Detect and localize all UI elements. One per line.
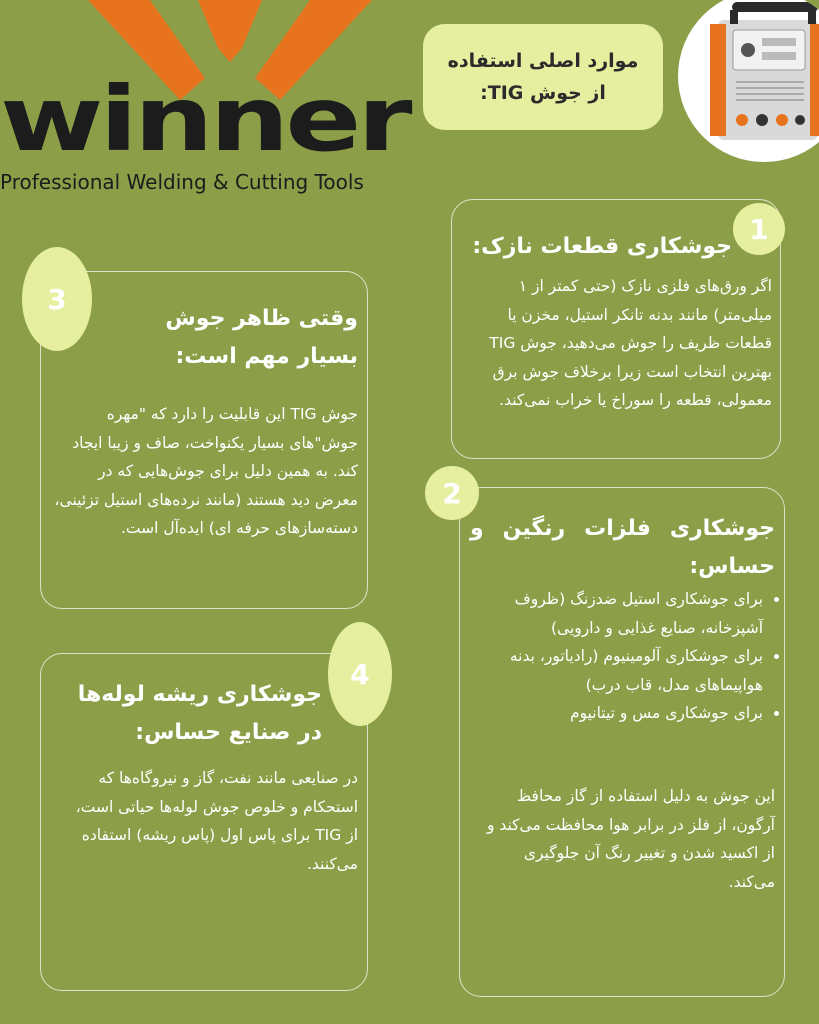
card-number-badge: 3	[22, 247, 92, 351]
card-number-badge: 2	[425, 466, 479, 520]
logo-wordmark: winner	[0, 67, 409, 172]
card-title: جوشکاری ریشه لوله‌ها در صنایع حساس:	[77, 682, 322, 745]
card-body: جوش TIG این قابلیت را دارد که "مهره جوش"های بسیار یکنواخت، صاف و زیبا ایجاد کند. به همین دلیل برای جوش‌هایی که در معرض دید هستند (مانند نرده‌های استیل تزئینی، دسته‌سازهای حرفه ای) ایده‌آل است.	[54, 405, 358, 537]
card-number-badge: 1	[733, 203, 785, 255]
card-body: این جوش به دلیل استفاده از گاز محافظ آرگون، از فلز در برابر هوا محافظت می‌کند و از اکسید شدن و تغییر رنگ آن جلوگیری می‌کند.	[486, 787, 775, 891]
card-bullet-list	[478, 585, 783, 728]
list-item: • برای جوشکاری آلومینیوم (رادیاتور، بدنه هواپیماهای مدل، قاب درب)	[478, 642, 763, 699]
card-body: در صنایعی مانند نفت، گاز و نیروگاه‌ها که استحکام و خلوص جوش لوله‌ها حیاتی است، از TIG برای پاس اول (پاس ریشه) استفاده می‌کنند.	[75, 769, 358, 873]
list-item: • برای جوشکاری مس و تیتانیوم	[478, 699, 763, 728]
page-title	[423, 24, 663, 130]
card-number-badge: 4	[328, 622, 392, 726]
card-body: اگر ورق‌های فلزی نازک (حتی کمتر از ۱ میلی‌متر) مانند بدنه تانکر استیل، مخزن یا قطعات ظریف را جوش می‌دهید، جوش TIG بهترین انتخاب است زیرا برخلاف جوش برق معمولی، قطعه را سوراخ یا خراب نمی‌کند.	[489, 277, 772, 409]
product-image	[678, 0, 819, 162]
page-title-text: موارد اصلی استفاده از جوش TIG:	[447, 50, 639, 104]
list-item: • برای جوشکاری استیل ضدزنگ (ظروف آشپزخانه، صنایع غذایی و دارویی)	[478, 585, 763, 642]
logo-tagline: Professional Welding & Cutting Tools	[0, 170, 364, 194]
card-title: جوشکاری فلزات رنگین و حساس:	[470, 516, 775, 579]
card-title: وقتی ظاهر جوش بسیار مهم است:	[165, 306, 358, 369]
card-title: جوشکاری قطعات نازک:	[472, 234, 732, 259]
tig-welding-machine-icon	[678, 0, 819, 162]
